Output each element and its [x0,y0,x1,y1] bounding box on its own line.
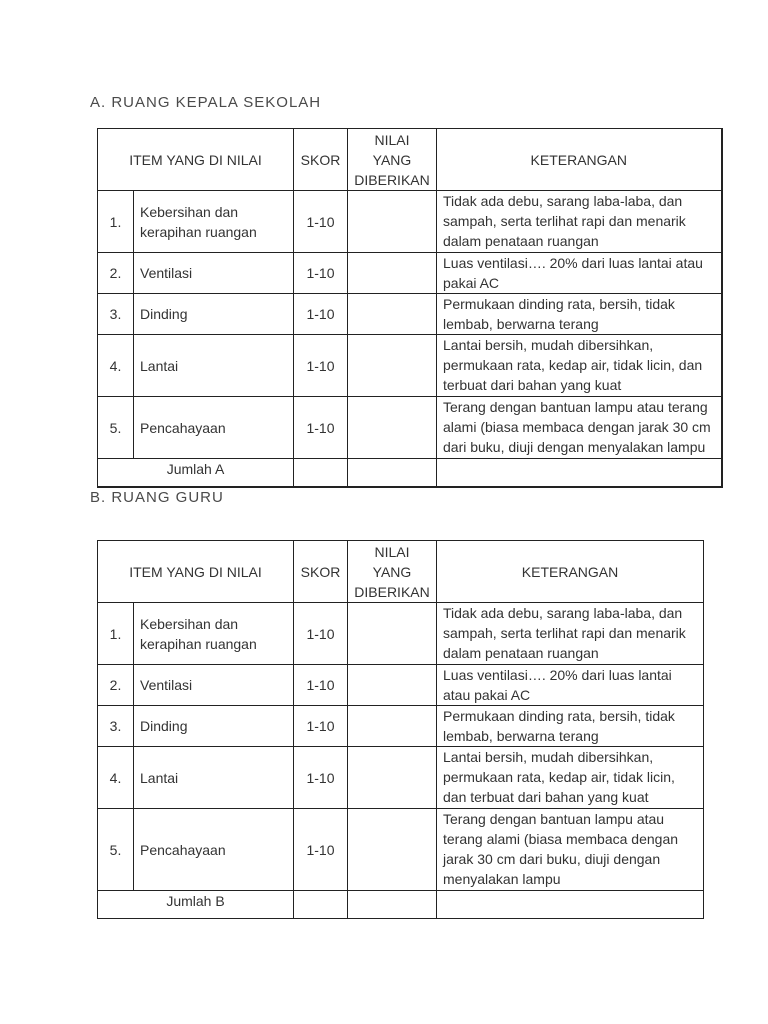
row-nilai-input[interactable] [348,397,437,459]
total-keterangan [437,891,704,919]
header-keterangan: KETERANGAN [437,129,722,191]
row-number: 4. [98,747,134,809]
row-item: Lantai [134,747,294,809]
row-skor: 1-10 [294,253,348,294]
row-nilai-input[interactable] [348,747,437,809]
row-nilai-input[interactable] [348,706,437,747]
total-row [98,459,722,487]
row-skor: 1-10 [294,706,348,747]
row-nilai-input[interactable] [348,294,437,335]
table-row [98,397,722,459]
total-label: Jumlah A [98,459,294,487]
header-skor: SKOR [294,541,348,603]
header-row [98,129,722,191]
header-item: ITEM YANG DI NILAI [98,541,294,603]
row-skor: 1-10 [294,335,348,397]
table-row [98,603,704,665]
header-nilai: NILAI YANG DIBERIKAN [348,541,437,603]
row-number: 5. [98,809,134,891]
row-nilai-input[interactable] [348,603,437,665]
row-keterangan: Lantai bersih, mudah dibersihkan, permukaan rata, kedap air, tidak licin, dan terbuat dari bahan yang kuat [437,747,704,809]
section-b-table [97,540,704,919]
header-keterangan: KETERANGAN [437,541,704,603]
row-item: Pencahayaan [134,809,294,891]
table-row [98,747,704,809]
row-nilai-input[interactable] [348,335,437,397]
row-item: Pencahayaan [134,397,294,459]
row-item: Dinding [134,706,294,747]
table-row [98,253,722,294]
row-number: 3. [98,294,134,335]
row-number: 3. [98,706,134,747]
row-nilai-input[interactable] [348,809,437,891]
section-a-title: A. RUANG KEPALA SEKOLAH [90,94,322,111]
row-skor: 1-10 [294,809,348,891]
table-row [98,809,704,891]
row-keterangan: Luas ventilasi…. 20% dari luas lantai atau pakai AC [437,665,704,706]
row-nilai-input[interactable] [348,665,437,706]
row-skor: 1-10 [294,665,348,706]
header-skor: SKOR [294,129,348,191]
row-keterangan: Tidak ada debu, sarang laba-laba, dan sampah, serta terlihat rapi dan menarik dalam penataan ruangan [437,191,722,253]
total-nilai-input[interactable] [348,891,437,919]
header-row [98,541,704,603]
row-skor: 1-10 [294,294,348,335]
row-nilai-input[interactable] [348,253,437,294]
section-b-title: B. RUANG GURU [90,489,224,506]
header-nilai: NILAI YANG DIBERIKAN [348,129,437,191]
row-number: 5. [98,397,134,459]
row-number: 2. [98,665,134,706]
table-row [98,335,722,397]
table-row [98,665,704,706]
row-item: Kebersihan dan kerapihan ruangan [134,603,294,665]
row-nilai-input[interactable] [348,191,437,253]
table-row [98,706,704,747]
total-label: Jumlah B [98,891,294,919]
row-item: Lantai [134,335,294,397]
row-keterangan: Luas ventilasi…. 20% dari luas lantai atau pakai AC [437,253,722,294]
total-row [98,891,704,919]
total-keterangan [437,459,722,487]
row-skor: 1-10 [294,397,348,459]
total-nilai-input[interactable] [348,459,437,487]
row-keterangan: Tidak ada debu, sarang laba-laba, dan sampah, serta terlihat rapi dan menarik dalam penataan ruangan [437,603,704,665]
header-item: ITEM YANG DI NILAI [98,129,294,191]
row-keterangan: Terang dengan bantuan lampu atau terang alami (biasa membaca dengan jarak 30 cm dari buku, diuji dengan menyalakan lampu [437,397,722,459]
row-keterangan: Permukaan dinding rata, bersih, tidak lembab, berwarna terang [437,706,704,747]
table-row [98,191,722,253]
row-keterangan: Lantai bersih, mudah dibersihkan, permukaan rata, kedap air, tidak licin, dan terbuat dari bahan yang kuat [437,335,722,397]
row-item: Ventilasi [134,253,294,294]
total-skor [294,891,348,919]
total-skor [294,459,348,487]
row-number: 2. [98,253,134,294]
row-number: 4. [98,335,134,397]
section-a-table [97,128,723,488]
row-keterangan: Terang dengan bantuan lampu atau terang alami (biasa membaca dengan jarak 30 cm dari buku, diuji dengan menyalakan lampu [437,809,704,891]
row-skor: 1-10 [294,603,348,665]
row-keterangan: Permukaan dinding rata, bersih, tidak lembab, berwarna terang [437,294,722,335]
row-skor: 1-10 [294,191,348,253]
row-skor: 1-10 [294,747,348,809]
row-item: Dinding [134,294,294,335]
row-number: 1. [98,603,134,665]
row-number: 1. [98,191,134,253]
row-item: Kebersihan dan kerapihan ruangan [134,191,294,253]
table-row [98,294,722,335]
row-item: Ventilasi [134,665,294,706]
